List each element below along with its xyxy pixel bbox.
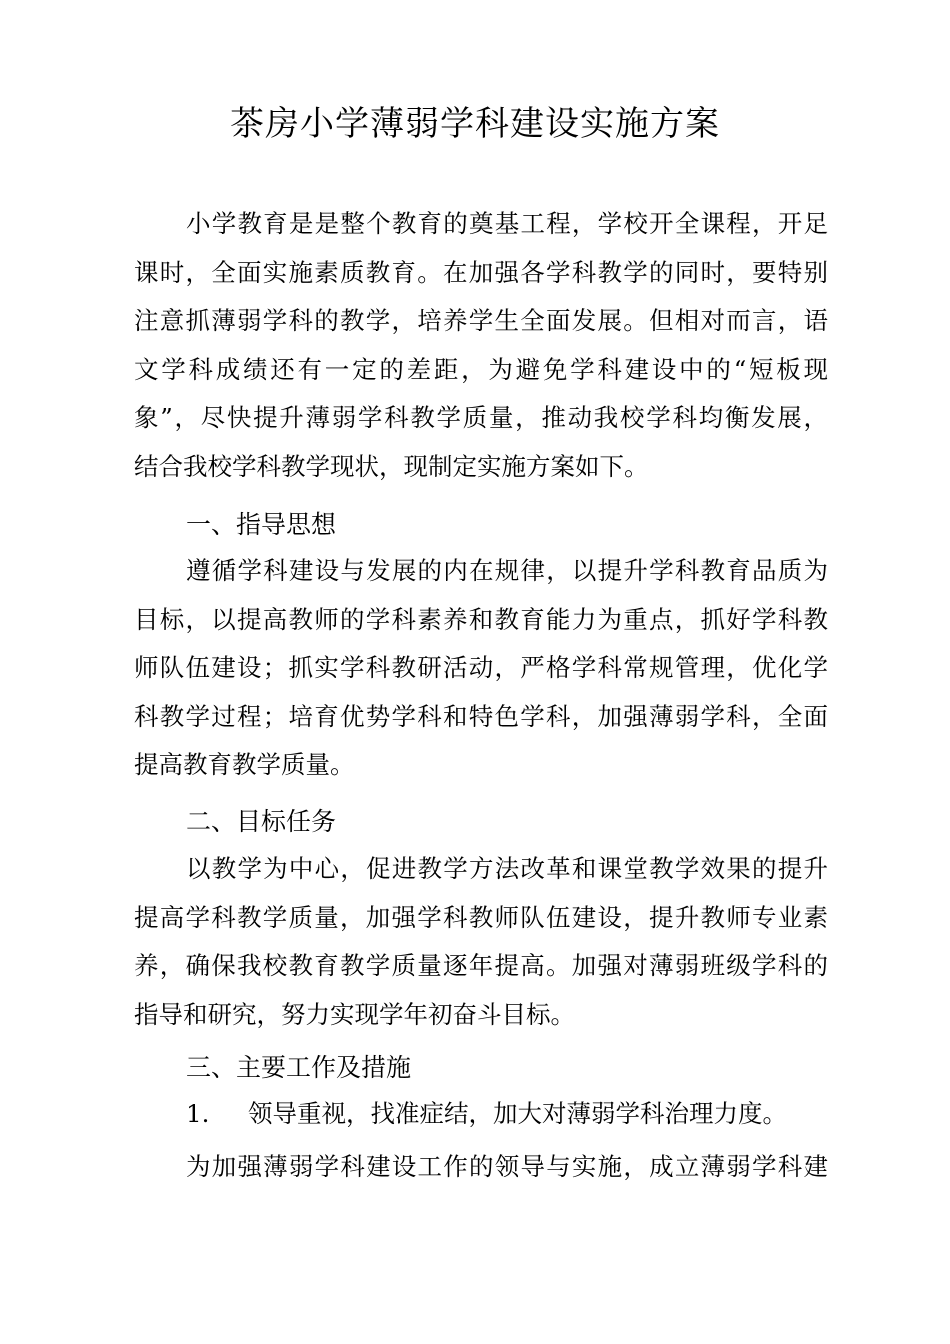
document-title: 茶房小学薄弱学科建设实施方案 — [230, 104, 720, 144]
intro-paragraph — [134, 200, 828, 491]
intro-line: 结合我校学科教学现状，现制定实施方案如下。 — [134, 451, 649, 481]
item-text: 领导重视，找准症结，加大对薄弱学科治理力度。 — [248, 1099, 787, 1128]
section2-line: 提高学科教学质量，加强学科教师队伍建设，提升教师专业素 — [134, 902, 828, 932]
section1-line: 师队伍建设；抓实学科教研活动，严格学科常规管理，优化学 — [134, 653, 828, 682]
section1-line: 提高教育教学质量。 — [134, 750, 355, 779]
section1-line: 科教学过程；培育优势学科和特色学科，加强薄弱学科，全面 — [134, 701, 828, 731]
section2-line: 养，确保我校教育教学质量逐年提高。加强对薄弱班级学科的 — [134, 951, 828, 980]
section3-line: 为加强薄弱学科建设工作的领导与实施，成立薄弱学科建 — [186, 1152, 828, 1181]
intro-line: 文学科成绩还有一定的差距，为避免学科建设中的“短板现 — [134, 354, 828, 384]
intro-line: 小学教育是是整个教育的奠基工程，学校开全课程，开足 — [186, 209, 828, 238]
intro-line: 象”，尽快提升薄弱学科教学质量，推动我校学科均衡发展， — [134, 403, 828, 432]
section2-line: 指导和研究，努力实现学年初奋斗目标。 — [134, 999, 575, 1029]
section1-line: 遵循学科建设与发展的内在规律，以提升学科教育品质为 — [186, 556, 828, 585]
section2-paragraph — [134, 845, 828, 1039]
section1-paragraph — [134, 547, 828, 790]
section1-line: 目标，以提高教师的学科素养和教育能力为重点，抓好学科教 — [134, 604, 828, 634]
section-heading-guiding-ideology: 一、指导思想 — [186, 510, 337, 539]
item-number: 1. — [186, 1099, 210, 1128]
numbered-item — [186, 1094, 828, 1134]
intro-line: 注意抓薄弱学科的教学，培养学生全面发展。但相对而言，语 — [134, 306, 828, 335]
section-heading-goals-tasks: 二、目标任务 — [186, 807, 337, 836]
section-heading-main-work: 三、主要工作及措施 — [186, 1053, 412, 1082]
section2-line: 以教学为中心，促进教学方法改革和课堂教学效果的提升 — [186, 854, 828, 883]
section3-paragraph — [134, 1143, 828, 1192]
intro-line: 课时，全面实施素质教育。在加强各学科教学的同时，要特别 — [134, 257, 828, 287]
